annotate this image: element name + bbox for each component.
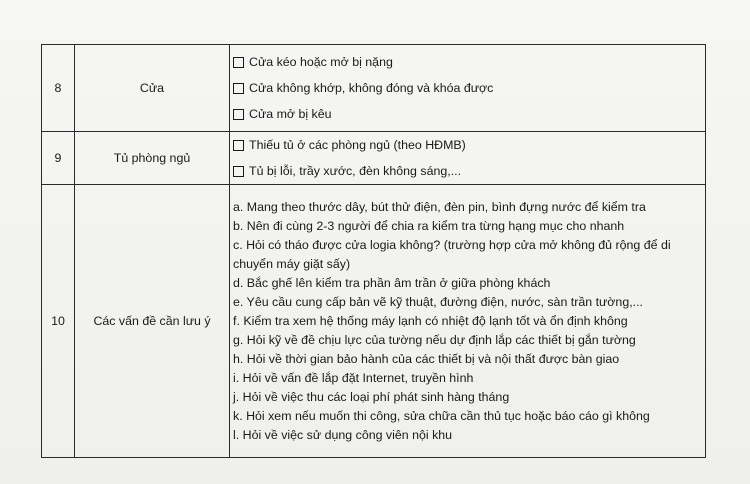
inspection-checklist-table: [41, 44, 706, 458]
table-row: [42, 132, 706, 185]
note-item: l. Hỏi về việc sử dụng công viên nội khu: [233, 427, 453, 442]
note-item: c. Hỏi có tháo được cửa logia không? (trường hợp cửa mở không đủ rộng để di chuyển máy giặt sấy): [233, 237, 671, 271]
checkbox-option[interactable]: [233, 101, 699, 127]
row-number: 10: [42, 185, 75, 458]
checkbox-icon[interactable]: [233, 109, 244, 120]
checkbox-icon[interactable]: [233, 83, 244, 94]
option-label: Cửa không khớp, không đóng và khóa được: [249, 81, 494, 95]
option-label: Cửa kéo hoặc mở bị nặng: [249, 55, 393, 69]
row-options: [230, 132, 706, 185]
row-number: 9: [42, 132, 75, 185]
checkbox-option[interactable]: [233, 75, 699, 101]
row-options: [230, 45, 706, 132]
row-category: Các vấn đề cần lưu ý: [75, 185, 230, 458]
checkbox-icon[interactable]: [233, 166, 244, 177]
checkbox-option[interactable]: [233, 132, 699, 158]
row-category: Tủ phòng ngủ: [75, 132, 230, 185]
option-label: Cửa mở bị kêu: [249, 107, 332, 121]
note-item: j. Hỏi về việc thu các loại phí phát sinh hàng tháng: [233, 389, 510, 404]
checkbox-icon[interactable]: [233, 57, 244, 68]
checkbox-option[interactable]: [233, 158, 699, 184]
note-item: f. Kiểm tra xem hệ thống máy lạnh có nhiệt độ lạnh tốt và ổn định không: [233, 313, 628, 328]
note-item: d. Bắc ghế lên kiểm tra phần âm trần ở giữa phòng khách: [233, 275, 551, 290]
note-item: g. Hỏi kỹ về đề chịu lực của tường nếu dự định lắp các thiết bị gắn tường: [233, 332, 636, 347]
row-category: Cửa: [75, 45, 230, 132]
checkbox-icon[interactable]: [233, 140, 244, 151]
note-item: a. Mang theo thước dây, bút thử điện, đèn pin, bình đựng nước để kiểm tra: [233, 199, 646, 214]
note-item: h. Hỏi về thời gian bảo hành của các thiết bị và nội thất được bàn giao: [233, 351, 620, 366]
option-label: Thiếu tủ ở các phòng ngủ (theo HĐMB): [249, 138, 466, 152]
table-row: [42, 45, 706, 132]
note-item: k. Hỏi xem nếu muốn thi công, sửa chữa cần thủ tục hoặc báo cáo gì không: [233, 408, 650, 423]
notes-list: [230, 185, 706, 458]
option-label: Tủ bị lỗi, trầy xước, đèn không sáng,...: [249, 164, 462, 178]
row-number: 8: [42, 45, 75, 132]
table-row: [42, 185, 706, 458]
checkbox-option[interactable]: [233, 49, 699, 75]
note-item: b. Nên đi cùng 2-3 người để chia ra kiểm tra từng hạng mục cho nhanh: [233, 218, 625, 233]
note-item: i. Hỏi về vấn đề lắp đặt Internet, truyền hình: [233, 370, 474, 385]
note-item: e. Yêu cầu cung cấp bản vẽ kỹ thuật, đường điện, nước, sàn trần tường,...: [233, 294, 643, 309]
